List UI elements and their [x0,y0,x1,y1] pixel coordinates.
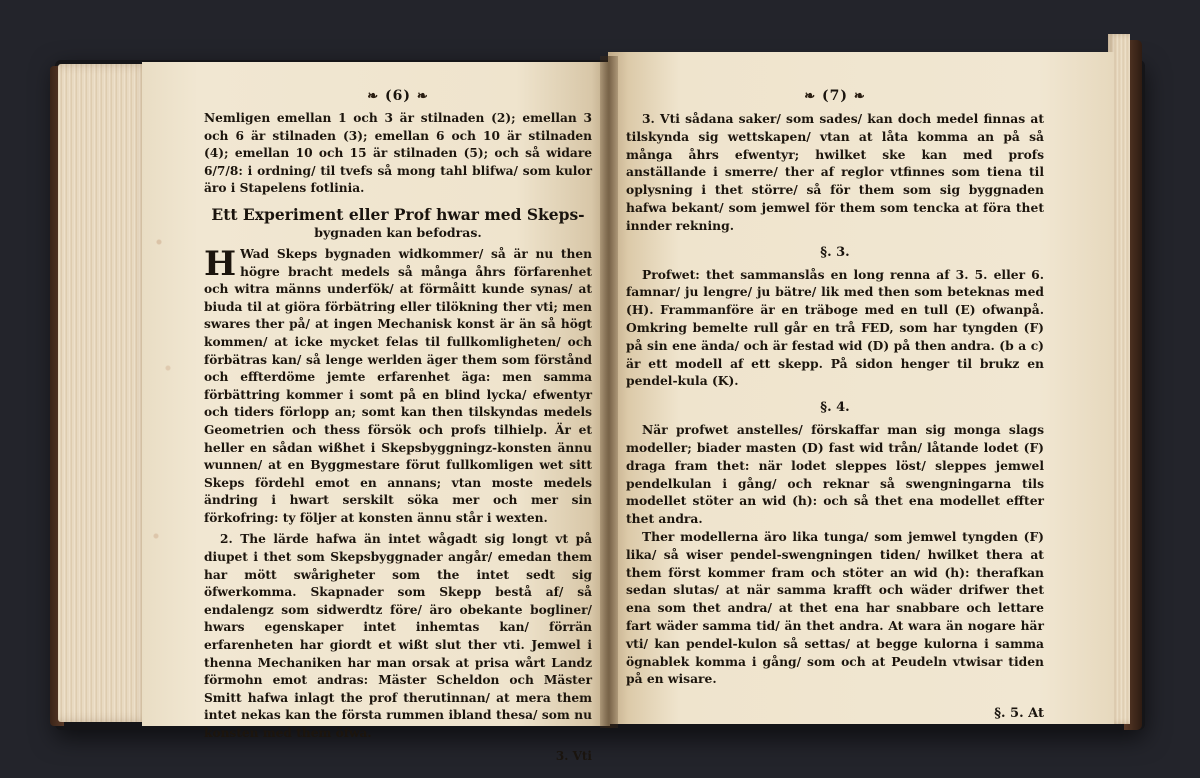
right-page-header [626,88,1044,104]
ornament-icon: ❧ [853,89,866,104]
left-paragraph-2: 2. The lärde hafwa än intet wågadt sig longt vt på diupet i thet som Skepsbyggnader angår/ emedan them har mött swårigheter som the intet sedt sig öfwerkomma. Skapnader som Skepp bestå af/ så endalengz som sidwerdtz före/ äro obekante bogliner/ hwars egenskaper intet inhemtas kan/ förrän erfarenheten har giordt et wißt slut ther vti. Jemwel i thenna Mechaniken har man orsak at prisa wårt Landz förmohn emot andras: Mäster Scheldon och Mäster Smitt hafwa inlagt the prof therutinnan/ at mera them intet nekas kan the första rummen ibland thesa/ som nu konsten med them öfwa. [204,532,592,740]
right-paragraph-4: Ther modellerna äro lika tunga/ som jemwel tyngden (F) lika/ så wiser pendel-swengningen tiden/ hwilket thera at them först kommer fram och stöter an wid (h): therafkan sedan slutas/ at när samma krafft och wäder drifwer thet ena som thet andra/ at thet ena har snabbare och lettare fart wäder samma tid/ än thet andra. At wara än nogare här vti/ kan pendel-kulon så settas/ at begge kulorna i samma ögnablek komma i gång/ som och at Peudeln vtwisar tiden på en wisare. [626,528,1044,687]
right-paragraph-3: När profwet anstelles/ förskaffar man sig monga slags modeller; biader masten (D) fast wid trån/ låtande lodet (F) draga fram thet: när lodet sleppes löst/ sleppes jemwel pendelkulan i gång/ och reknar så swengningarna tils modellet stöter an wid (h): och så thet ena modellet effter thet andra. [626,422,1044,527]
foxing-spots [150,200,180,620]
left-section-heading [204,206,592,242]
right-page [608,52,1114,724]
ornament-icon: ❧ [804,89,817,104]
right-paragraph-1: 3. Vti sådana saker/ som sades/ kan doch medel finnas at tilskynda sig wettskapen/ vtan at låta komma an på så många åhrs efwentyr; hwilket ske kan med profs anställande i smerre/ ther af reglor vtfinnes som tiena til oplysning i thet större/ så för them som sig byggnaden hafwa bekant/ som jemwel för them som tencka at föra thet innder rekning. [626,111,1044,233]
ornament-icon: ❧ [367,89,380,104]
left-page-header [204,88,592,104]
page-block-left [58,64,150,722]
left-paragraph-1-text: Wad Skeps bygnaden widkommer/ så är nu then högre bracht medels så många åhrs förfarenhet och witra männs underfök/ at förmåitt kunde synas/ at biuda til at giöra förbätring eller tilökning ther vti; men swares ther på/ at ingen Mechanisk konst är än så högt kommen/ at icke mycket felas til fullkomligheten/ och förbätras kan/ så lenge werlden äger them som förstånd och effterdöme jemte erfarenhet äga: men samma förbättring kommer i somt på en blind lycka/ efwentyr och tiders förlopp an; somt kan then tilskyndas medels Geometrien och thess försök och profs tilhielp. Är et heller en sådan wißhet i Skepsbyggningz-konsten ännu wunnen/ at en Byggmestare förut fullkomligen wet sitt Skeps fördehl emot en annans; vtan moste medels ändring i hwart serskilt söka mer och mer sin förkofring: ty följer at konsten ännu står i wexten. [204,246,592,525]
right-page-number: (7) [822,88,848,104]
left-paragraph-1 [204,243,592,528]
ornament-icon: ❧ [416,89,429,104]
right-section-3: §. 3. [820,244,850,260]
right-catchword: §. 5. At [994,706,1044,722]
drop-cap: H [204,243,237,284]
heading-line-2: bygnaden kan befodras. [314,224,482,240]
right-paragraph-2: Profwet: thet sammanslås en long renna af 3. 5. eller 6. famnar/ ju lengre/ ju bätre/ lik med then som beteknas med (H). Frammanföre är en träboge med en tull (E) ofwanpå. Omkring bemelte rull går en trå FED, som har tyngden (F) på sin ene ända/ och är festad wid (D) på then andra. (b a c) är ett modell af ett skepp. På sidon henger til brukz en pendel-kula (K). [626,266,1044,389]
book-gutter [600,56,618,728]
left-page [142,62,610,763]
left-intro-text: Nemligen emellan 1 och 3 är stilnaden (2); emellan 3 och 6 är stilnaden (3); emellan 6 och 10 är stilnaden (4); emellan 10 och 15 är stilnaden (5); och så widare 6/7/8: i ordning/ til tvefs så mong tahl blifwa/ som kulor äro i Stapelens fotlinia. [204,111,592,196]
right-section-4: §. 4. [820,400,850,416]
heading-line-1: Ett Experiment eller Prof hwar med Skeps- [211,204,585,224]
left-page-number: (6) [385,88,411,104]
left-catchword: 3. Vti [555,748,592,763]
